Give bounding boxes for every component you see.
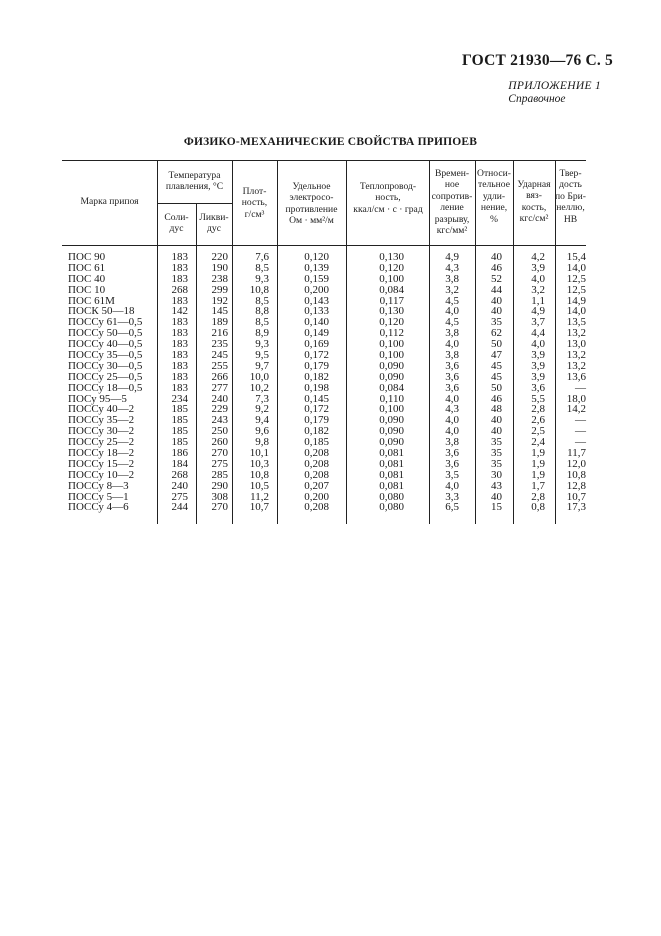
cell-liquidus: 250 bbox=[211, 425, 228, 438]
cell-grade: ПОССу 10—2 bbox=[68, 468, 135, 481]
cell-hardness: 13,5 bbox=[566, 316, 586, 329]
cell-hardness: — bbox=[575, 414, 586, 427]
cell-impact-strength: 2,8 bbox=[531, 490, 545, 503]
cell-hardness: 13,0 bbox=[566, 338, 586, 351]
cell-resistivity: 0,208 bbox=[304, 447, 329, 460]
appendix-title: ПРИЛОЖЕНИЕ 1 bbox=[508, 80, 601, 92]
cell-elongation: 40 bbox=[491, 490, 502, 503]
cell-resistivity: 0,143 bbox=[304, 294, 329, 307]
cell-impact-strength: 3,7 bbox=[531, 316, 545, 329]
cell-tensile-strength: 4,3 bbox=[445, 403, 459, 416]
cell-thermal-conductivity: 0,112 bbox=[379, 327, 404, 340]
table-row bbox=[62, 383, 586, 394]
header-resistivity: Удельное электросо- противление Ом · мм²/м bbox=[285, 181, 338, 227]
cell-elongation: 47 bbox=[491, 349, 502, 362]
cell-tensile-strength: 4,0 bbox=[445, 479, 459, 492]
cell-solidus: 186 bbox=[171, 447, 188, 460]
cell-tensile-strength: 4,0 bbox=[445, 338, 459, 351]
cell-elongation: 52 bbox=[491, 272, 502, 285]
cell-density: 8,5 bbox=[255, 316, 269, 329]
table-top-rule bbox=[62, 160, 586, 161]
cell-elongation: 40 bbox=[491, 305, 502, 318]
cell-density: 11,2 bbox=[250, 490, 269, 503]
cell-resistivity: 0,179 bbox=[304, 359, 329, 372]
cell-elongation: 40 bbox=[491, 414, 502, 427]
cell-density: 9,6 bbox=[255, 425, 269, 438]
cell-density: 8,9 bbox=[255, 327, 269, 340]
cell-tensile-strength: 4,3 bbox=[445, 261, 459, 274]
cell-thermal-conductivity: 0,120 bbox=[379, 316, 404, 329]
cell-density: 9,2 bbox=[255, 403, 269, 416]
cell-liquidus: 243 bbox=[211, 414, 228, 427]
cell-thermal-conductivity: 0,090 bbox=[379, 425, 404, 438]
cell-hardness: 10,7 bbox=[566, 490, 586, 503]
appendix-label bbox=[508, 80, 601, 106]
cell-thermal-conductivity: 0,100 bbox=[379, 272, 404, 285]
cell-solidus: 268 bbox=[171, 468, 188, 481]
cell-thermal-conductivity: 0,110 bbox=[379, 392, 404, 405]
cell-impact-strength: 2,4 bbox=[531, 436, 545, 449]
cell-elongation: 45 bbox=[491, 359, 502, 372]
cell-impact-strength: 4,2 bbox=[531, 251, 545, 263]
cell-resistivity: 0,172 bbox=[304, 403, 329, 416]
cell-density: 10,3 bbox=[249, 457, 269, 470]
cell-liquidus: 145 bbox=[211, 305, 228, 318]
cell-thermal-conductivity: 0,100 bbox=[379, 403, 404, 416]
cell-liquidus: 308 bbox=[211, 490, 228, 503]
header-density: Плот- ность, г/см³ bbox=[241, 186, 268, 220]
cell-hardness: 17,3 bbox=[566, 501, 586, 514]
cell-thermal-conductivity: 0,090 bbox=[379, 370, 404, 383]
header-impact-strength: Ударная вяз- кость, кгс/см² bbox=[517, 179, 551, 225]
cell-solidus: 185 bbox=[171, 436, 188, 449]
cell-grade: ПОССу 35—2 bbox=[68, 414, 135, 427]
cell-impact-strength: 3,9 bbox=[531, 370, 545, 383]
cell-resistivity: 0,182 bbox=[304, 370, 329, 383]
cell-solidus: 183 bbox=[171, 381, 188, 394]
cell-density: 9,8 bbox=[255, 436, 269, 449]
cell-hardness: 13,6 bbox=[566, 370, 586, 383]
cell-grade: ПОССу 50—0,5 bbox=[68, 327, 143, 340]
cell-grade: ПОССу 15—2 bbox=[68, 457, 135, 470]
cell-density: 10,8 bbox=[249, 468, 269, 481]
table-row bbox=[62, 481, 586, 492]
cell-resistivity: 0,198 bbox=[304, 381, 329, 394]
cell-thermal-conductivity: 0,130 bbox=[379, 251, 404, 263]
table-row bbox=[62, 502, 586, 513]
cell-liquidus: 238 bbox=[211, 272, 228, 285]
cell-solidus: 183 bbox=[171, 327, 188, 340]
cell-liquidus: 255 bbox=[211, 359, 228, 372]
cell-density: 10,1 bbox=[249, 447, 269, 460]
cell-impact-strength: 1,9 bbox=[531, 447, 545, 460]
cell-density: 9,7 bbox=[255, 359, 269, 372]
cell-hardness: 14,0 bbox=[566, 261, 586, 274]
cell-tensile-strength: 3,2 bbox=[445, 283, 459, 296]
cell-density: 7,6 bbox=[255, 251, 269, 263]
cell-liquidus: 266 bbox=[211, 370, 228, 383]
cell-solidus: 234 bbox=[171, 392, 188, 405]
cell-liquidus: 299 bbox=[211, 283, 228, 296]
cell-density: 9,3 bbox=[255, 338, 269, 351]
cell-liquidus: 229 bbox=[211, 403, 228, 416]
cell-impact-strength: 1,1 bbox=[531, 294, 545, 307]
cell-impact-strength: 0,8 bbox=[531, 501, 545, 514]
cell-tensile-strength: 3,8 bbox=[445, 349, 459, 362]
cell-hardness: 12,5 bbox=[566, 283, 586, 296]
cell-tensile-strength: 3,8 bbox=[445, 327, 459, 340]
cell-tensile-strength: 3,8 bbox=[445, 272, 459, 285]
cell-solidus: 244 bbox=[171, 501, 188, 514]
cell-resistivity: 0,200 bbox=[304, 490, 329, 503]
cell-grade: ПОССу 25—0,5 bbox=[68, 370, 143, 383]
cell-elongation: 40 bbox=[491, 294, 502, 307]
cell-liquidus: 190 bbox=[211, 261, 228, 274]
header-melting-temperature: Температура плавления, °С bbox=[165, 170, 224, 193]
cell-hardness: 15,4 bbox=[566, 251, 586, 263]
cell-resistivity: 0,145 bbox=[304, 392, 329, 405]
table-title: ФИЗИКО-МЕХАНИЧЕСКИЕ СВОЙСТВА ПРИПОЕВ bbox=[183, 136, 478, 148]
cell-tensile-strength: 3,6 bbox=[445, 457, 459, 470]
cell-solidus: 183 bbox=[171, 370, 188, 383]
cell-solidus: 183 bbox=[171, 349, 188, 362]
cell-thermal-conductivity: 0,081 bbox=[379, 447, 404, 460]
cell-thermal-conductivity: 0,100 bbox=[379, 338, 404, 351]
cell-resistivity: 0,208 bbox=[304, 457, 329, 470]
cell-solidus: 183 bbox=[171, 272, 188, 285]
cell-hardness: 12,0 bbox=[566, 457, 586, 470]
cell-solidus: 183 bbox=[171, 338, 188, 351]
cell-grade: ПОС 10 bbox=[68, 283, 106, 296]
cell-tensile-strength: 3,6 bbox=[445, 381, 459, 394]
table-row bbox=[62, 285, 586, 296]
cell-elongation: 46 bbox=[491, 261, 502, 274]
cell-hardness: 13,2 bbox=[566, 327, 586, 340]
cell-tensile-strength: 4,0 bbox=[445, 305, 459, 318]
cell-solidus: 184 bbox=[171, 457, 188, 470]
cell-density: 10,7 bbox=[249, 501, 269, 514]
cell-tensile-strength: 6,5 bbox=[445, 501, 459, 514]
cell-grade: ПОСу 95—5 bbox=[68, 392, 127, 405]
cell-solidus: 183 bbox=[171, 251, 188, 263]
cell-hardness: 13,2 bbox=[566, 349, 586, 362]
cell-solidus: 185 bbox=[171, 414, 188, 427]
cell-tensile-strength: 3,5 bbox=[445, 468, 459, 481]
cell-thermal-conductivity: 0,081 bbox=[379, 479, 404, 492]
temperature-subheader-rule bbox=[157, 203, 232, 204]
cell-resistivity: 0,207 bbox=[304, 479, 329, 492]
cell-tensile-strength: 4,5 bbox=[445, 294, 459, 307]
cell-elongation: 30 bbox=[491, 468, 502, 481]
cell-liquidus: 260 bbox=[211, 436, 228, 449]
cell-hardness: — bbox=[575, 381, 586, 394]
cell-hardness: 12,8 bbox=[566, 479, 586, 492]
cell-grade: ПОССу 4—6 bbox=[68, 501, 129, 514]
cell-impact-strength: 5,5 bbox=[531, 392, 545, 405]
cell-impact-strength: 1,7 bbox=[531, 479, 545, 492]
cell-density: 10,0 bbox=[249, 370, 269, 383]
appendix-subtitle: Справочное bbox=[508, 93, 566, 105]
cell-impact-strength: 1,9 bbox=[531, 457, 545, 470]
cell-thermal-conductivity: 0,100 bbox=[379, 349, 404, 362]
cell-resistivity: 0,200 bbox=[304, 283, 329, 296]
cell-thermal-conductivity: 0,084 bbox=[379, 283, 404, 296]
cell-grade: ПОСК 50—18 bbox=[68, 305, 135, 318]
cell-impact-strength: 3,9 bbox=[531, 349, 545, 362]
cell-resistivity: 0,208 bbox=[304, 501, 329, 514]
cell-thermal-conductivity: 0,081 bbox=[379, 457, 404, 470]
cell-density: 7,3 bbox=[255, 392, 269, 405]
cell-elongation: 35 bbox=[491, 447, 502, 460]
cell-impact-strength: 4,0 bbox=[531, 272, 545, 285]
cell-thermal-conductivity: 0,090 bbox=[379, 359, 404, 372]
cell-resistivity: 0,182 bbox=[304, 425, 329, 438]
cell-hardness: 12,5 bbox=[566, 272, 586, 285]
header-tensile-strength: Времен- ное сопротив- ление разрыву, кгс/мм² bbox=[431, 168, 473, 237]
cell-liquidus: 235 bbox=[211, 338, 228, 351]
cell-tensile-strength: 4,0 bbox=[445, 414, 459, 427]
cell-tensile-strength: 4,0 bbox=[445, 425, 459, 438]
cell-elongation: 35 bbox=[491, 436, 502, 449]
cell-tensile-strength: 3,6 bbox=[445, 370, 459, 383]
cell-tensile-strength: 3,6 bbox=[445, 447, 459, 460]
cell-elongation: 15 bbox=[491, 501, 502, 514]
cell-impact-strength: 2,6 bbox=[531, 414, 545, 427]
cell-hardness: — bbox=[575, 436, 586, 449]
cell-hardness: 14,0 bbox=[566, 305, 586, 318]
cell-impact-strength: 4,4 bbox=[531, 327, 545, 340]
cell-solidus: 183 bbox=[171, 294, 188, 307]
cell-density: 9,4 bbox=[255, 414, 269, 427]
cell-elongation: 40 bbox=[491, 425, 502, 438]
cell-elongation: 44 bbox=[491, 283, 502, 296]
cell-liquidus: 270 bbox=[211, 447, 228, 460]
cell-impact-strength: 1,9 bbox=[531, 468, 545, 481]
header-solidus: Соли- дус bbox=[164, 212, 189, 235]
cell-solidus: 268 bbox=[171, 283, 188, 296]
cell-elongation: 50 bbox=[491, 381, 502, 394]
cell-liquidus: 277 bbox=[211, 381, 228, 394]
cell-resistivity: 0,172 bbox=[304, 349, 329, 362]
cell-solidus: 185 bbox=[171, 403, 188, 416]
standard-code: ГОСТ 21930—76 С. 5 bbox=[461, 52, 613, 69]
cell-liquidus: 290 bbox=[211, 479, 228, 492]
cell-solidus: 240 bbox=[171, 479, 188, 492]
cell-impact-strength: 3,2 bbox=[531, 283, 545, 296]
cell-impact-strength: 4,0 bbox=[531, 338, 545, 351]
cell-elongation: 48 bbox=[491, 403, 502, 416]
cell-grade: ПОССу 61—0,5 bbox=[68, 316, 143, 329]
cell-elongation: 35 bbox=[491, 457, 502, 470]
cell-grade: ПОССу 18—2 bbox=[68, 447, 135, 460]
cell-resistivity: 0,140 bbox=[304, 316, 329, 329]
cell-liquidus: 240 bbox=[211, 392, 228, 405]
cell-tensile-strength: 4,0 bbox=[445, 392, 459, 405]
cell-elongation: 40 bbox=[491, 251, 502, 263]
cell-density: 10,8 bbox=[249, 283, 269, 296]
cell-hardness: 14,9 bbox=[566, 294, 586, 307]
cell-liquidus: 220 bbox=[211, 251, 228, 263]
cell-solidus: 275 bbox=[171, 490, 188, 503]
cell-liquidus: 189 bbox=[211, 316, 228, 329]
cell-impact-strength: 3,9 bbox=[531, 359, 545, 372]
cell-grade: ПОС 61М bbox=[68, 294, 115, 307]
cell-elongation: 43 bbox=[491, 479, 502, 492]
cell-hardness: — bbox=[575, 425, 586, 438]
cell-impact-strength: 2,5 bbox=[531, 425, 545, 438]
cell-hardness: 18,0 bbox=[566, 392, 586, 405]
cell-liquidus: 275 bbox=[211, 457, 228, 470]
header-elongation: Относи- тельное удли- нение, % bbox=[477, 168, 511, 225]
cell-thermal-conductivity: 0,090 bbox=[379, 436, 404, 449]
cell-grade: ПОССу 35—0,5 bbox=[68, 349, 143, 362]
cell-grade: ПОС 61 bbox=[68, 261, 106, 274]
cell-liquidus: 192 bbox=[211, 294, 228, 307]
header-liquidus: Ликви- дус bbox=[199, 212, 229, 235]
cell-grade: ПОССу 40—0,5 bbox=[68, 338, 143, 351]
cell-grade: ПОССу 30—0,5 bbox=[68, 359, 143, 372]
cell-thermal-conductivity: 0,080 bbox=[379, 501, 404, 514]
cell-resistivity: 0,120 bbox=[304, 251, 329, 263]
cell-solidus: 183 bbox=[171, 359, 188, 372]
cell-thermal-conductivity: 0,080 bbox=[379, 490, 404, 503]
header-brinell-hardness: Твер- дость по Бри- неллю, НВ bbox=[555, 168, 586, 225]
cell-density: 8,5 bbox=[255, 261, 269, 274]
cell-solidus: 142 bbox=[171, 305, 188, 318]
cell-grade: ПОССу 25—2 bbox=[68, 436, 135, 449]
cell-hardness: 10,8 bbox=[566, 468, 586, 481]
cell-density: 10,2 bbox=[249, 381, 269, 394]
cell-thermal-conductivity: 0,120 bbox=[379, 261, 404, 274]
cell-resistivity: 0,139 bbox=[304, 261, 329, 274]
cell-density: 8,8 bbox=[255, 305, 269, 318]
cell-solidus: 183 bbox=[171, 316, 188, 329]
cell-thermal-conductivity: 0,081 bbox=[379, 468, 404, 481]
cell-resistivity: 0,169 bbox=[304, 338, 329, 351]
cell-thermal-conductivity: 0,090 bbox=[379, 414, 404, 427]
cell-density: 9,5 bbox=[255, 349, 269, 362]
cell-density: 10,5 bbox=[249, 479, 269, 492]
cell-impact-strength: 4,9 bbox=[531, 305, 545, 318]
cell-resistivity: 0,179 bbox=[304, 414, 329, 427]
cell-liquidus: 216 bbox=[211, 327, 228, 340]
cell-elongation: 62 bbox=[491, 327, 502, 340]
cell-impact-strength: 3,6 bbox=[531, 381, 545, 394]
cell-thermal-conductivity: 0,130 bbox=[379, 305, 404, 318]
cell-impact-strength: 2,8 bbox=[531, 403, 545, 416]
cell-liquidus: 285 bbox=[211, 468, 228, 481]
cell-liquidus: 270 bbox=[211, 501, 228, 514]
cell-resistivity: 0,208 bbox=[304, 468, 329, 481]
cell-hardness: 14,2 bbox=[566, 403, 586, 416]
cell-grade: ПОССу 18—0,5 bbox=[68, 381, 143, 394]
cell-grade: ПОССу 5—1 bbox=[68, 490, 129, 503]
cell-elongation: 45 bbox=[491, 370, 502, 383]
cell-elongation: 46 bbox=[491, 392, 502, 405]
cell-grade: ПОССу 8—3 bbox=[68, 479, 129, 492]
cell-hardness: 11,7 bbox=[567, 447, 586, 460]
cell-tensile-strength: 3,8 bbox=[445, 436, 459, 449]
cell-resistivity: 0,149 bbox=[304, 327, 329, 340]
cell-tensile-strength: 3,6 bbox=[445, 359, 459, 372]
cell-resistivity: 0,133 bbox=[304, 305, 329, 318]
cell-thermal-conductivity: 0,117 bbox=[379, 294, 404, 307]
header-bottom-rule bbox=[62, 245, 586, 246]
cell-thermal-conductivity: 0,084 bbox=[379, 381, 404, 394]
cell-grade: ПОССу 30—2 bbox=[68, 425, 135, 438]
cell-resistivity: 0,185 bbox=[304, 436, 329, 449]
cell-elongation: 50 bbox=[491, 338, 502, 351]
cell-density: 8,5 bbox=[255, 294, 269, 307]
cell-elongation: 35 bbox=[491, 316, 502, 329]
cell-grade: ПОС 40 bbox=[68, 272, 106, 285]
cell-liquidus: 245 bbox=[211, 349, 228, 362]
table-body bbox=[62, 252, 586, 513]
cell-grade: ПОССу 40—2 bbox=[68, 403, 135, 416]
header-grade: Марка припоя bbox=[80, 196, 139, 207]
cell-resistivity: 0,159 bbox=[304, 272, 329, 285]
header-thermal-conductivity: Теплопровод- ность, ккал/см · с · град bbox=[353, 181, 423, 215]
cell-impact-strength: 3,9 bbox=[531, 261, 545, 274]
cell-tensile-strength: 4,9 bbox=[445, 251, 459, 263]
cell-hardness: 13,2 bbox=[566, 359, 586, 372]
cell-density: 9,3 bbox=[255, 272, 269, 285]
cell-solidus: 183 bbox=[171, 261, 188, 274]
cell-tensile-strength: 4,5 bbox=[445, 316, 459, 329]
cell-grade: ПОС 90 bbox=[68, 251, 106, 263]
cell-solidus: 185 bbox=[171, 425, 188, 438]
cell-tensile-strength: 3,3 bbox=[445, 490, 459, 503]
